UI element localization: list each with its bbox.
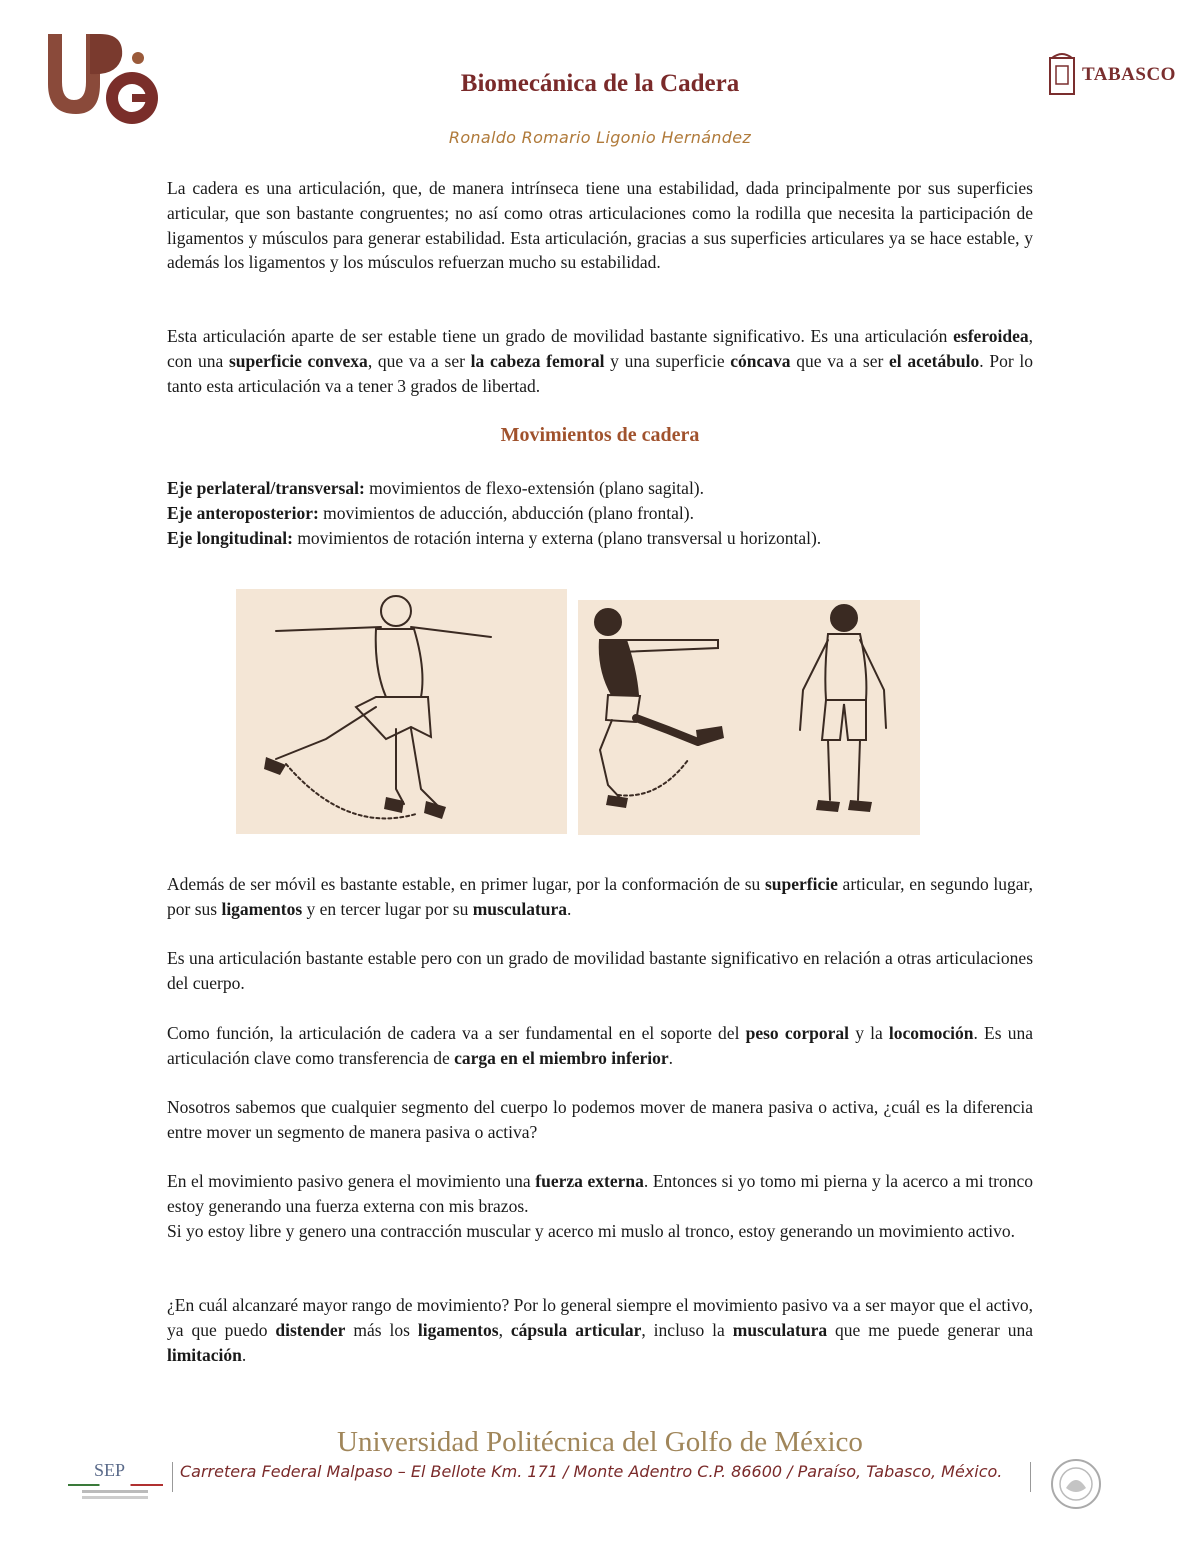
bold-term: distender	[275, 1319, 346, 1340]
figure-abduction-illustration	[236, 589, 567, 834]
text-run: y una superficie	[604, 350, 731, 371]
footer-divider-left	[172, 1462, 173, 1492]
text-run: y en tercer lugar por su	[302, 898, 473, 919]
axis-text: movimientos de aducción, abducción (plano frontal).	[318, 502, 694, 523]
sep-label: SEP	[94, 1460, 126, 1480]
section-title: Movimientos de cadera	[500, 424, 700, 446]
text-run: , incluso la	[641, 1319, 733, 1340]
text-run: Esta articulación aparte de ser estable tiene un grado de movilidad bastante significativo. Es una articulación	[167, 326, 954, 346]
text-run: Nosotros sabemos que cualquier segmento del cuerpo lo podemos mover de manera pasiva o activa, ¿cuál es la diferencia entre mover un segmento de manera pasiva o activa?	[167, 1097, 1033, 1142]
bold-term: cóncava	[730, 350, 791, 371]
bold-term: fuerza externa	[535, 1171, 644, 1191]
text-run: .	[241, 1344, 247, 1365]
mexico-seal-icon	[1050, 1458, 1102, 1510]
footer-university: Universidad Politécnica del Golfo de México	[337, 1426, 863, 1458]
text-run: ¿En cuál alcanzaré mayor rango de movimiento? Por lo general siempre el movimiento pasivo va a ser mayor que el activo, ya que puedo	[167, 1295, 1033, 1340]
sep-logo	[68, 1460, 163, 1502]
axes-list	[167, 476, 1067, 550]
text-run: .	[567, 898, 572, 919]
body-paragraph-1	[167, 872, 1033, 922]
body-paragraph-4	[167, 1095, 1033, 1145]
intro-paragraph-2	[167, 324, 1033, 398]
text-run: ,	[498, 1319, 511, 1340]
axis-item	[167, 476, 1067, 501]
sep-stripe	[68, 1484, 163, 1486]
footer-divider-right	[1030, 1462, 1031, 1492]
bold-term: ligamentos	[417, 1319, 499, 1340]
sep-subtitle-line	[82, 1496, 148, 1499]
bold-term: musculatura	[732, 1319, 828, 1340]
text-run: articular, en segundo lugar, por sus	[167, 874, 1033, 919]
text-run: .	[668, 1047, 673, 1068]
sep-subtitle-line	[82, 1490, 148, 1493]
abduction-figure-icon	[236, 589, 567, 834]
bold-term: musculatura	[472, 898, 568, 919]
axis-label: Eje perlateral/transversal:	[167, 478, 365, 498]
axis-label: Eje anteroposterior:	[167, 502, 319, 523]
intro-paragraph-1: La cadera es una articulación, que, de manera intrínseca tiene una estabilidad, dada principalmente por sus superficies articular, que son bastante congruentes; no así como otras articulaciones como la rodilla que necesita la participación de ligamentos y músculos para generar estabilidad. Esta articulación, gracias a sus superficies articulares ya se hace estable, y además los ligamentos y los músculos refuerzan mucho su estabilidad.	[167, 178, 1033, 273]
bold-term: superficie	[764, 874, 838, 894]
bold-term: limitación	[167, 1344, 242, 1365]
text-run: que me puede generar una	[827, 1319, 1034, 1340]
body-paragraph-5	[167, 1169, 1033, 1243]
text-run: En el movimiento pasivo genera el movimiento una	[167, 1171, 536, 1191]
text-run: Además de ser móvil es bastante estable, en primer lugar, por la conformación de su	[167, 874, 765, 894]
axis-text: movimientos de flexo-extensión (plano sagital).	[364, 478, 705, 498]
bold-term: ligamentos	[221, 898, 303, 919]
bold-term: superficie convexa	[228, 350, 368, 371]
text-run: . Es una articulación clave como transferencia de	[167, 1023, 1033, 1068]
bold-term: el acetábulo	[889, 350, 980, 371]
bold-term: carga en el miembro inferior	[454, 1047, 669, 1068]
text-run: y la	[849, 1023, 889, 1043]
text-run: Si yo estoy libre y genero una contracción muscular y acerco mi muslo al tronco, estoy generando un movimiento activo.	[167, 1220, 1016, 1241]
body-paragraph-2	[167, 946, 1033, 996]
bold-term: esferoidea	[953, 326, 1029, 346]
text-run: . Por lo tanto esta articulación va a tener 3 grados de libertad.	[167, 350, 1033, 396]
axis-item	[167, 526, 1067, 551]
bold-term: peso corporal	[745, 1023, 850, 1043]
axis-item	[167, 501, 1067, 526]
text-run: Como función, la articulación de cadera va a ser fundamental en el soporte del	[167, 1023, 746, 1043]
axis-label: Eje longitudinal:	[167, 527, 293, 548]
page-title: Biomecánica de la Cadera	[460, 70, 740, 97]
body-paragraph-3	[167, 1021, 1033, 1071]
text-run: . Entonces si yo tomo mi pierna y la acerco a mi tronco estoy generando una fuerza externa con mis brazos.	[167, 1171, 1034, 1216]
author-name: Ronaldo Romario Ligonio Hernández	[448, 128, 752, 147]
footer-address: Carretera Federal Malpaso – El Bellote Km. 171 / Monte Adentro C.P. 86600 / Paraíso, Tabasco, México.	[180, 1462, 1003, 1481]
text-run: , con una	[167, 326, 1033, 371]
figure-flexion-illustration	[578, 600, 920, 835]
axis-text: movimientos de rotación interna y externa (plano transversal u horizontal).	[292, 527, 822, 548]
text-run: más los	[345, 1319, 418, 1340]
tabasco-logo-text: TABASCO	[1082, 64, 1176, 85]
bold-term: cápsula articular	[510, 1319, 642, 1340]
text-run: que va a ser	[790, 350, 890, 371]
bold-term: locomoción	[888, 1023, 974, 1043]
text-run: Es una articulación bastante estable pero con un grado de movilidad bastante significativo en relación a otras articulaciones del cuerpo.	[167, 948, 1033, 993]
bold-term: la cabeza femoral	[470, 350, 605, 371]
body-paragraph-6	[167, 1293, 1033, 1367]
flexion-figure-icon	[578, 600, 920, 835]
text-run: , que va a ser	[367, 350, 471, 371]
